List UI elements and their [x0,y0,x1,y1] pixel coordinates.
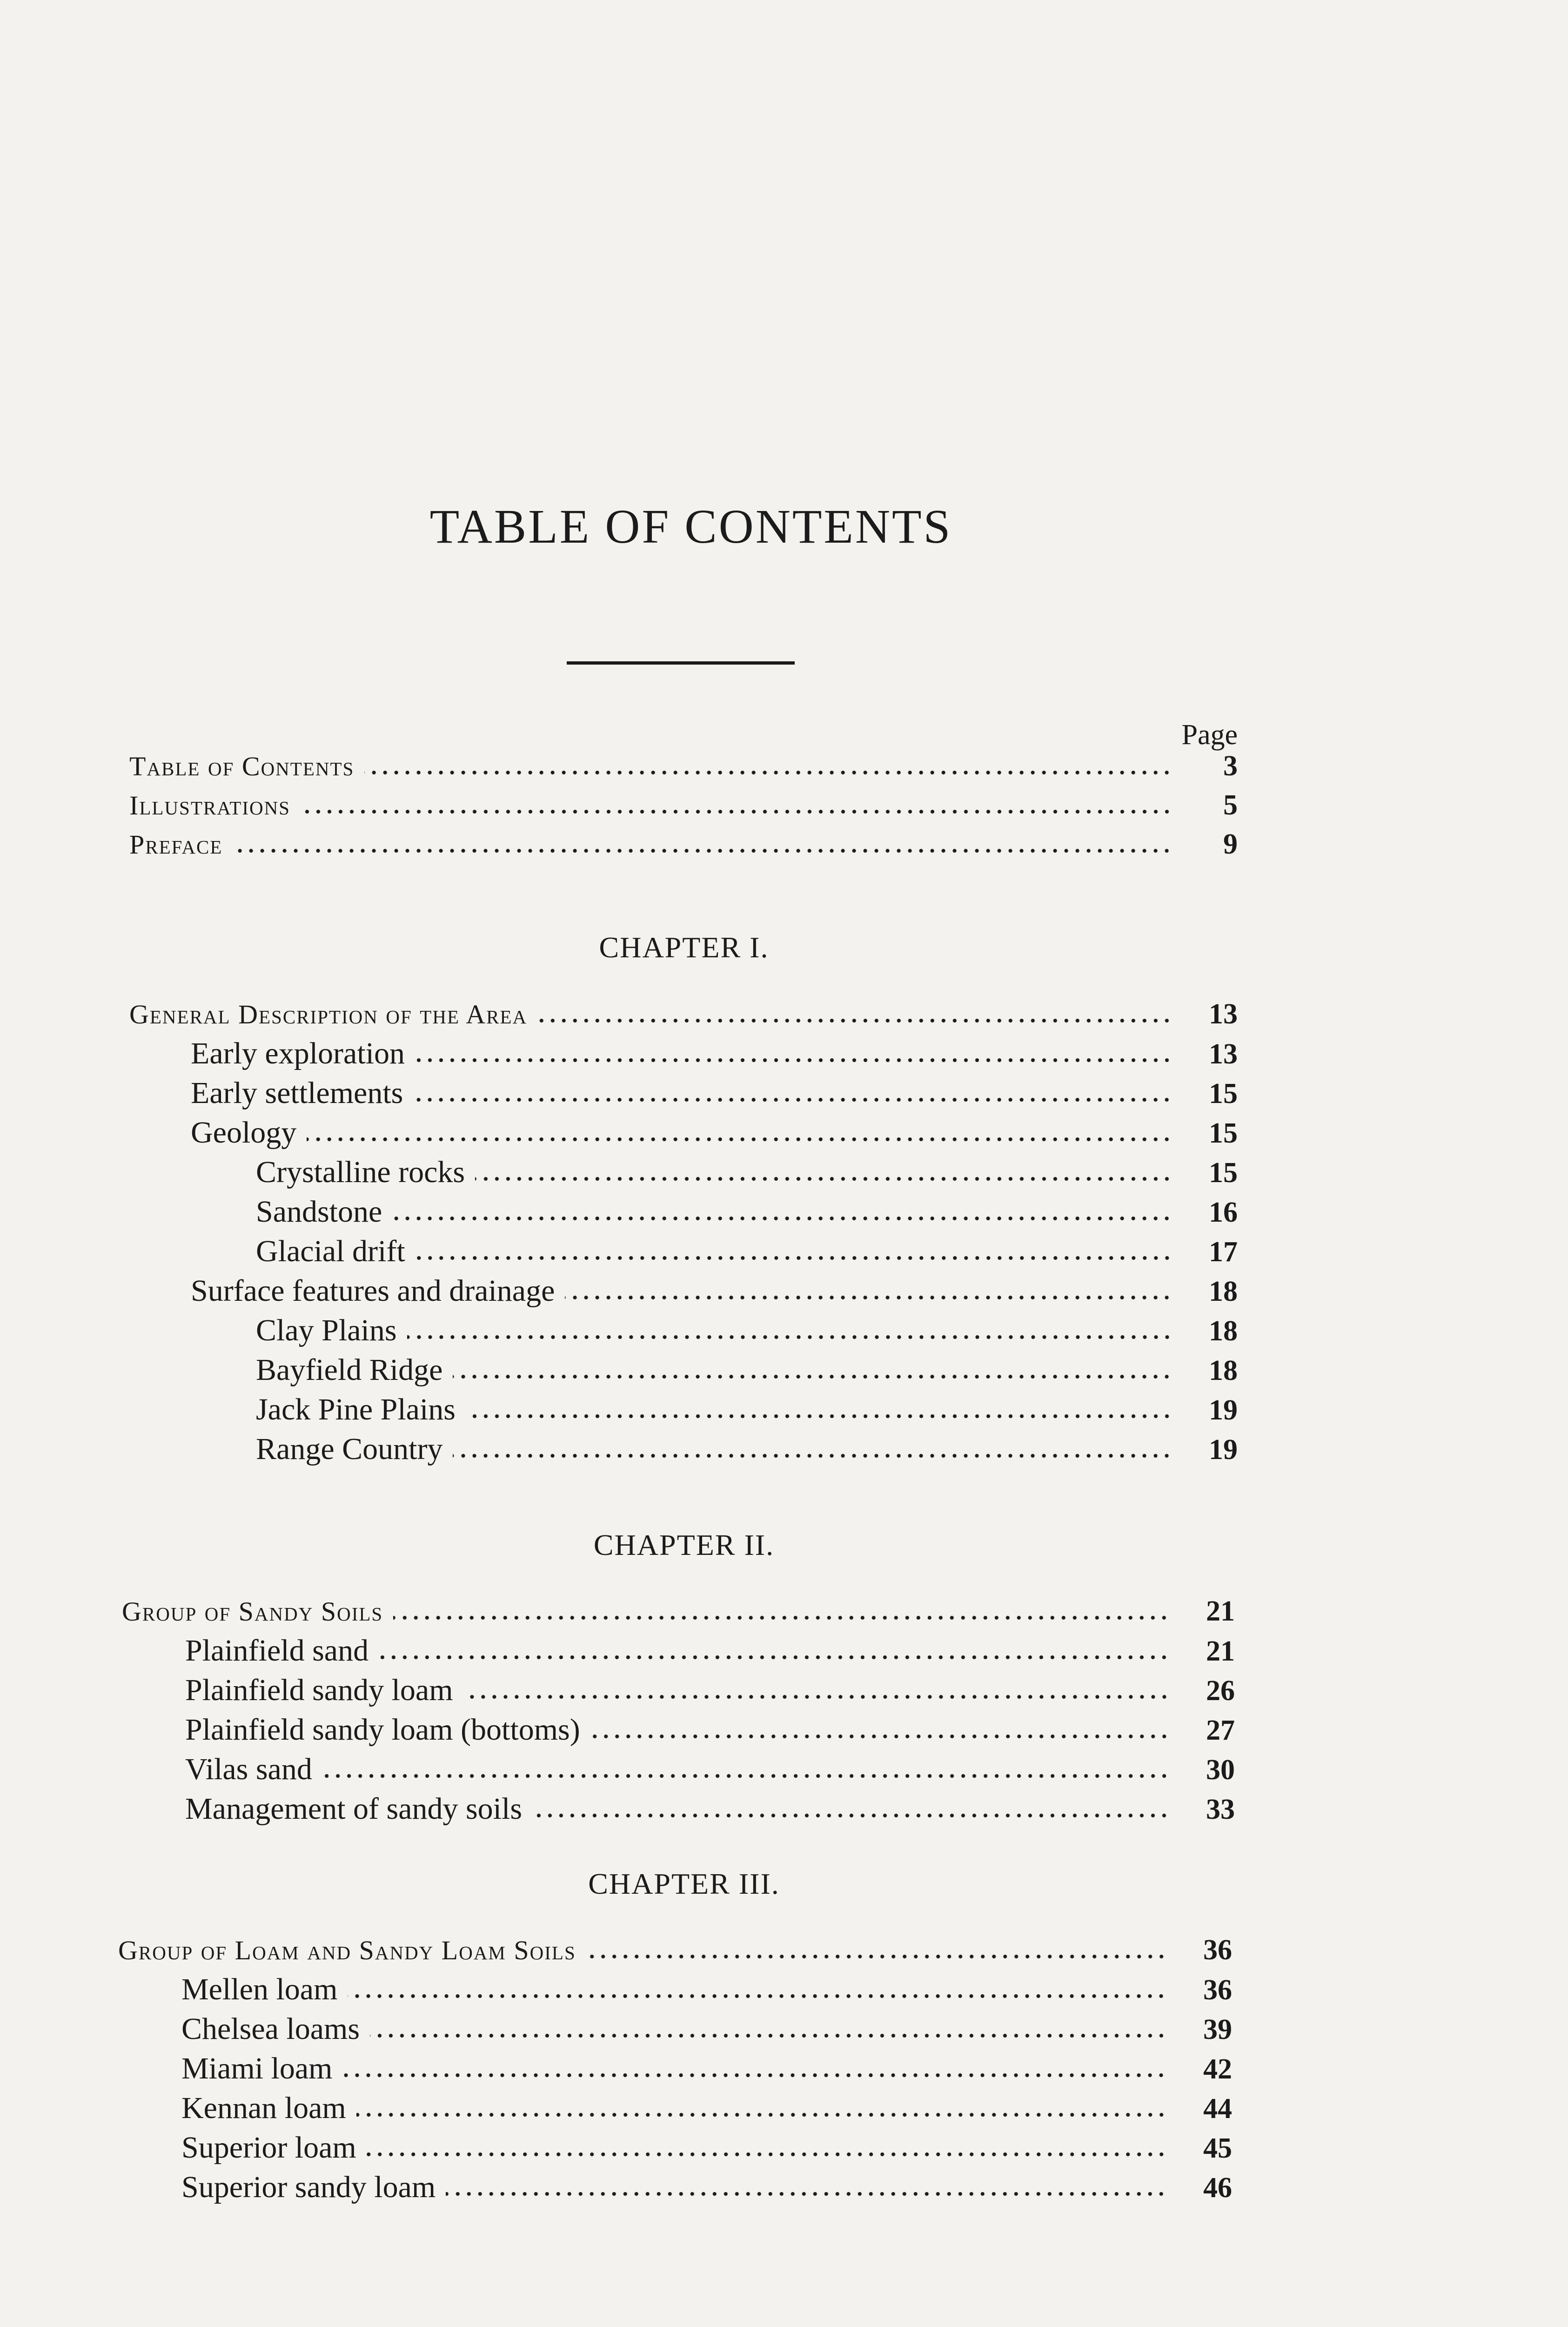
chapter-1-heading: CHAPTER I. [599,931,769,964]
toc-entry-page: 36 [1203,1934,1232,1966]
toc-entry-page: 3 [1223,750,1238,782]
toc-entry-label: Surface features and drainage [191,1274,555,1308]
dot-leader [463,1694,1170,1700]
dot-leader [322,1773,1170,1779]
toc-entry-page: 15 [1209,1157,1238,1189]
toc-entry-page: 5 [1223,789,1238,821]
toc-entry-label: General Description of the Area [129,999,528,1029]
toc-entry-label: Preface [129,829,223,860]
toc-entry-group-loam-soils[interactable] [118,1930,1232,1970]
dot-leader [453,1374,1173,1379]
toc-entry-page: 42 [1203,2053,1232,2085]
toc-entry-page: 13 [1209,1038,1238,1070]
toc-entry-mellen-loam[interactable] [181,1970,1232,2009]
dot-leader [393,1615,1170,1621]
toc-entry-page: 15 [1209,1078,1238,1110]
toc-entry-plainfield-sandy-loam-bottoms[interactable] [185,1710,1235,1749]
toc-entry-label: Superior loam [181,2131,356,2165]
dot-leader [415,1255,1173,1261]
toc-entry-vilas-sand[interactable] [185,1750,1235,1789]
toc-entry-chelsea-loams[interactable] [181,2010,1232,2049]
dot-leader [415,1057,1173,1063]
toc-entry-label: Miami loam [181,2051,333,2085]
toc-entry-crystalline-rocks[interactable] [256,1153,1238,1192]
toc-entry-glacial-drift[interactable] [256,1232,1238,1271]
toc-entry-label: Plainfield sandy loam (bottoms) [185,1713,580,1747]
toc-entry-preface[interactable] [129,825,1238,864]
toc-entry-general-description[interactable] [129,995,1238,1034]
toc-entry-plainfield-sandy-loam[interactable] [185,1671,1235,1710]
toc-entry-range-country[interactable] [256,1430,1238,1469]
toc-entry-management-sandy-soils[interactable] [185,1789,1235,1829]
toc-entry-label: Group of Loam and Sandy Loam Soils [118,1935,576,1965]
page-title: TABLE OF CONTENTS [429,500,952,553]
dot-leader [586,1954,1167,1959]
toc-entry-page: 15 [1209,1117,1238,1149]
toc-entry-label: Vilas sand [185,1752,312,1786]
dot-leader [364,770,1173,775]
toc-entry-page: 18 [1209,1315,1238,1347]
dot-leader [466,1413,1173,1419]
toc-entry-page: 36 [1203,1974,1232,2006]
toc-entry-label: Crystalline rocks [256,1155,465,1189]
toc-entry-page: 46 [1203,2172,1232,2204]
toc-entry-page: 30 [1206,1754,1235,1786]
toc-entry-page: 21 [1206,1635,1235,1667]
toc-entry-label: Plainfield sand [185,1634,369,1668]
toc-entry-label: Superior sandy loam [181,2170,436,2204]
dot-leader [342,2072,1167,2078]
toc-entry-label: Kennan loam [181,2091,346,2125]
dot-leader [532,1813,1170,1818]
toc-entry-label: Jack Pine Plains [256,1392,456,1426]
toc-entry-early-exploration[interactable] [191,1034,1238,1073]
toc-entry-label: Early settlements [191,1076,403,1110]
dot-leader [367,2152,1167,2157]
toc-entry-page: 9 [1223,828,1238,860]
toc-entry-superior-sandy-loam[interactable] [181,2168,1232,2207]
dot-leader [356,2112,1167,2118]
toc-entry-label: Illustrations [129,790,290,821]
toc-entry-page: 18 [1209,1355,1238,1386]
dot-leader [379,1654,1170,1660]
dot-leader [446,2191,1167,2197]
chapter-3-heading: CHAPTER III. [588,1867,780,1900]
toc-entry-label: Glacial drift [256,1234,405,1268]
toc-entry-label: Plainfield sandy loam [185,1673,453,1707]
toc-entry-label: Geology [191,1116,297,1150]
toc-entry-label: Early exploration [191,1036,405,1070]
dot-leader [565,1295,1173,1300]
toc-entry-page: 33 [1206,1794,1235,1825]
toc-entry-page: 13 [1209,998,1238,1030]
dot-leader [413,1097,1173,1103]
dot-leader [301,809,1173,814]
toc-entry-page: 39 [1203,2014,1232,2045]
toc-entry-page: 45 [1203,2132,1232,2164]
toc-entry-page: 17 [1209,1236,1238,1268]
toc-entry-page: 19 [1209,1394,1238,1426]
dot-leader [475,1176,1173,1182]
toc-entry-table-of-contents[interactable] [129,747,1238,786]
dot-leader [392,1216,1173,1221]
toc-entry-illustrations[interactable] [129,786,1238,825]
toc-entry-page: 18 [1209,1276,1238,1307]
toc-entry-label: Bayfield Ridge [256,1353,443,1387]
title-divider [567,661,795,665]
dot-leader [590,1734,1170,1739]
toc-entry-clay-plains[interactable] [256,1311,1238,1350]
toc-entry-label: Table of Contents [129,751,355,781]
toc-entry-geology[interactable] [191,1113,1238,1152]
toc-entry-label: Range Country [256,1432,443,1466]
toc-entry-page: 44 [1203,2093,1232,2125]
toc-entry-miami-loam[interactable] [181,2049,1232,2088]
page-column-header: Page [1181,719,1238,751]
dot-leader [233,848,1173,854]
toc-entry-group-sandy-soils[interactable] [122,1592,1235,1631]
toc-entry-page: 16 [1209,1197,1238,1228]
dot-leader [370,2033,1167,2038]
toc-entry-label: Clay Plains [256,1313,397,1347]
toc-entry-label: Chelsea loams [181,2012,360,2046]
toc-entry-early-settlements[interactable] [191,1074,1238,1113]
dot-leader [348,1993,1167,1999]
dot-leader [537,1018,1173,1023]
toc-entry-page: 27 [1206,1715,1235,1746]
toc-entry-bayfield-ridge[interactable] [256,1351,1238,1390]
dot-leader [307,1137,1173,1142]
chapter-2-heading: CHAPTER II. [593,1528,775,1561]
toc-entry-kennan-loam[interactable] [181,2089,1232,2128]
toc-entry-label: Mellen loam [181,1972,338,2006]
toc-entry-page: 21 [1206,1595,1235,1627]
dot-leader [453,1453,1173,1459]
toc-entry-jack-pine-plains[interactable] [256,1390,1238,1429]
toc-entry-sandstone[interactable] [256,1192,1238,1231]
toc-entry-surface-features[interactable] [191,1271,1238,1311]
toc-entry-plainfield-sand[interactable] [185,1631,1235,1670]
toc-entry-superior-loam[interactable] [181,2128,1232,2167]
toc-entry-page: 26 [1206,1675,1235,1707]
toc-entry-label: Sandstone [256,1195,382,1229]
toc-entry-label: Group of Sandy Soils [122,1596,383,1627]
toc-entry-label: Management of sandy soils [185,1792,523,1826]
dot-leader [407,1334,1173,1340]
toc-entry-page: 19 [1209,1434,1238,1466]
